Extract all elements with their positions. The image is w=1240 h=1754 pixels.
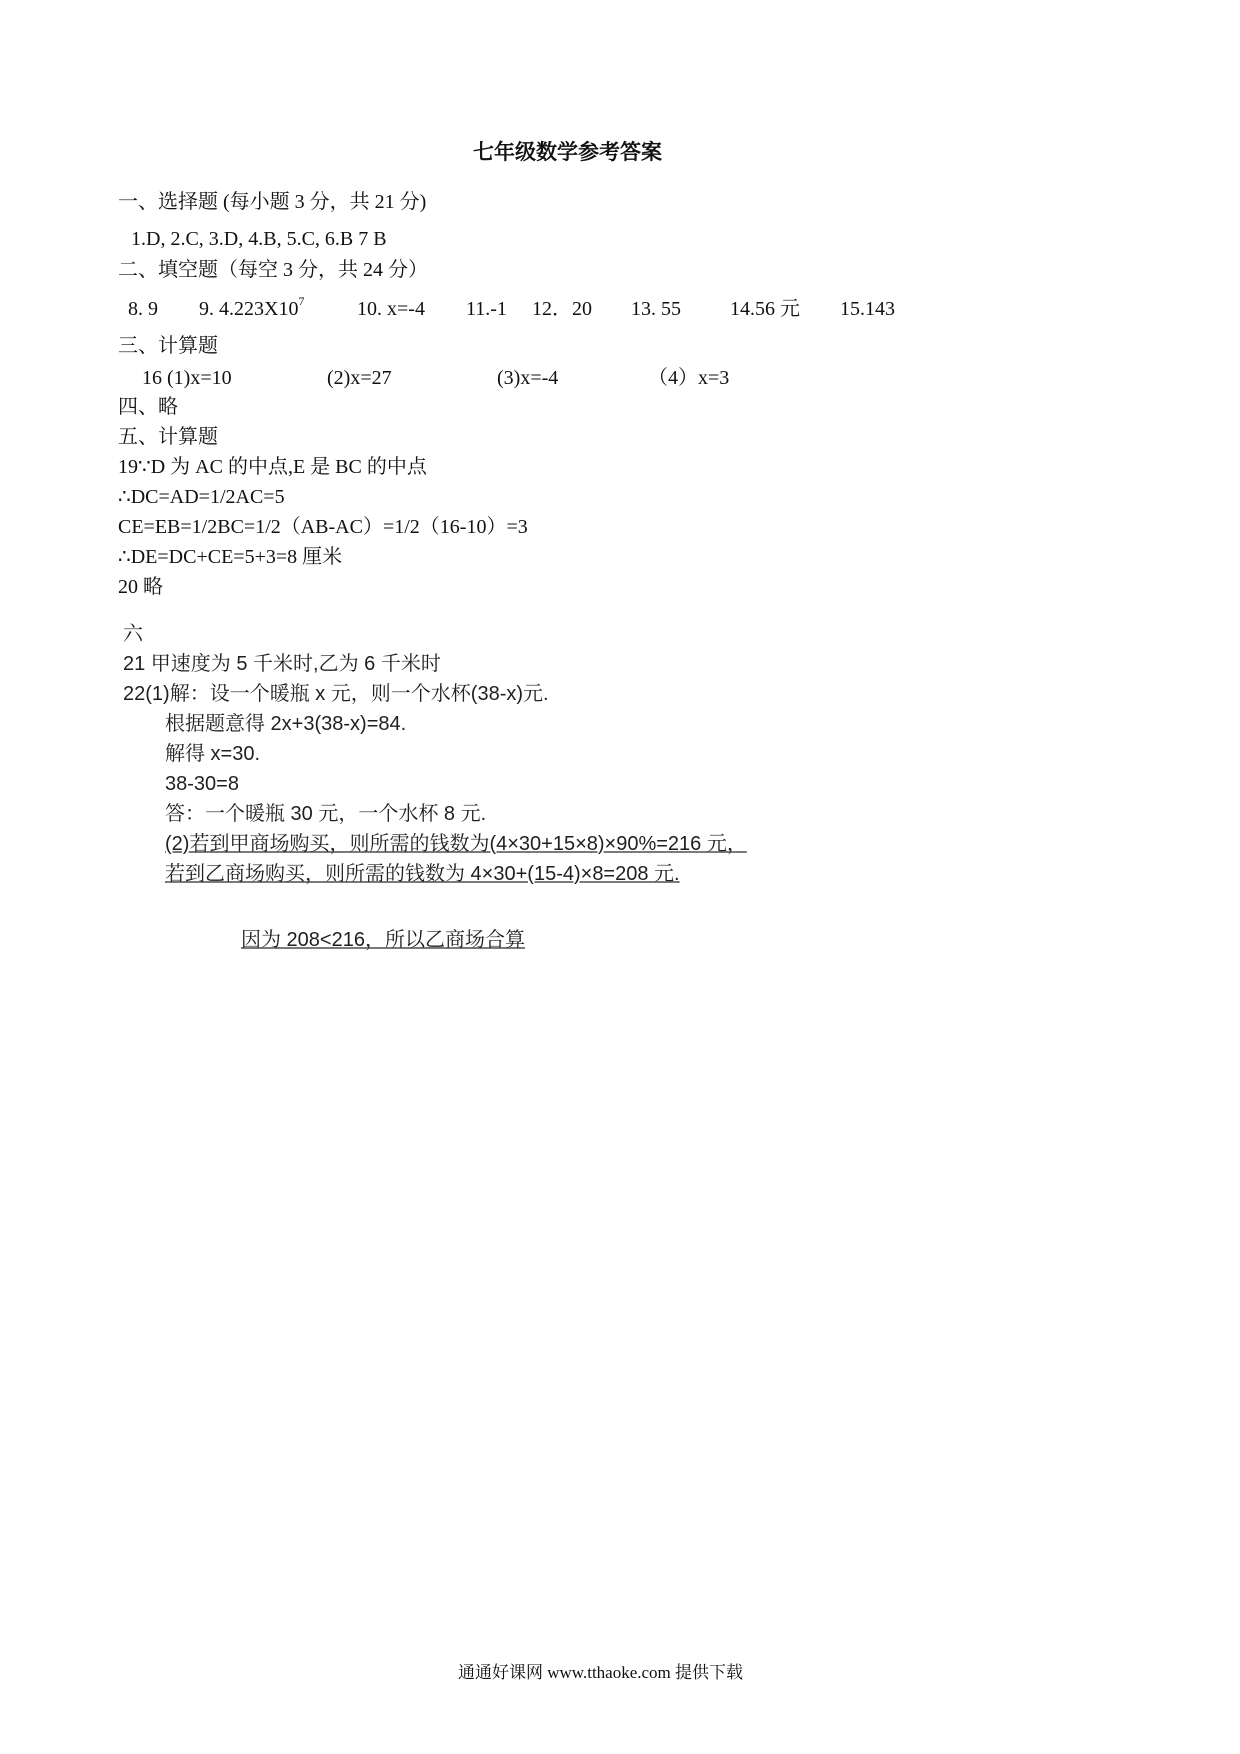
section-2-heading: 二、填空题（每空 3 分，共 24 分） — [118, 259, 428, 281]
download-footer: 通通好课网 www.tthaoke.com 提供下载 — [458, 1663, 744, 1682]
section-3-answer-1: 16 (1)x=10 — [142, 367, 232, 389]
question-22-line-7: 若到乙商场购买，则所需的钱数为 4×30+(15-4)×8=208 元. — [165, 863, 680, 885]
section-2-answer-11: 11.-1 — [466, 298, 507, 320]
section-2-answer-10: 10. x=-4 — [357, 298, 425, 320]
document-title: 七年级数学参考答案 — [473, 140, 662, 164]
question-19-line-4: ∴DE=DC+CE=5+3=8 厘米 — [118, 546, 343, 568]
section-6-heading: 六 — [123, 623, 143, 645]
section-3-heading: 三、计算题 — [118, 335, 218, 357]
section-3-answer-2: (2)x=27 — [327, 367, 392, 389]
section-3-answer-4: （4）x=3 — [648, 367, 730, 389]
question-22-line-5: 答：一个暖瓶 30 元，一个水杯 8 元. — [165, 803, 487, 825]
section-2-answer-13: 13. 55 — [631, 298, 681, 320]
question-19-line-3: CE=EB=1/2BC=1/2（AB-AC）=1/2（16-10）=3 — [118, 516, 528, 538]
section-2-answer-15: 15.143 — [840, 298, 895, 320]
question-22-line-4: 38-30=8 — [165, 773, 239, 795]
section-2-answer-9-exponent: 7 — [298, 294, 305, 309]
question-20: 20 略 — [118, 576, 163, 598]
section-2-answer-8: 8. 9 — [128, 298, 158, 320]
section-1-answers: 1.D, 2.C, 3.D, 4.B, 5.C, 6.B 7 B — [131, 228, 387, 250]
question-19-line-2: ∴DC=AD=1/2AC=5 — [118, 486, 285, 508]
question-21: 21 甲速度为 5 千米时,乙为 6 千米时 — [123, 653, 441, 675]
question-22-line-8: 因为 208<216，所以乙商场合算 — [241, 929, 525, 951]
question-19-line-1: 19∵D 为 AC 的中点,E 是 BC 的中点 — [118, 456, 427, 478]
question-22-line-2: 根据题意得 2x+3(38-x)=84. — [165, 713, 407, 735]
question-22-line-3: 解得 x=30. — [165, 743, 261, 765]
section-2-answer-14: 14.56 元 — [730, 298, 800, 320]
question-22-line-1: 22(1)解：设一个暖瓶 x 元，则一个水杯(38-x)元. — [123, 683, 549, 705]
question-22-line-6: (2)若到甲商场购买，则所需的钱数为(4×30+15×8)×90%=216 元， — [165, 833, 747, 855]
section-1-heading: 一、选择题 (每小题 3 分，共 21 分) — [118, 191, 427, 213]
section-4-heading: 四、略 — [118, 396, 178, 418]
section-3-answer-3: (3)x=-4 — [497, 367, 559, 389]
section-2-answer-9 — [199, 294, 305, 321]
section-2-answer-12: 12．20 — [532, 298, 592, 320]
section-2-answer-9-base: 9. 4.223X10 — [199, 298, 299, 320]
section-5-heading: 五、计算题 — [118, 426, 218, 448]
